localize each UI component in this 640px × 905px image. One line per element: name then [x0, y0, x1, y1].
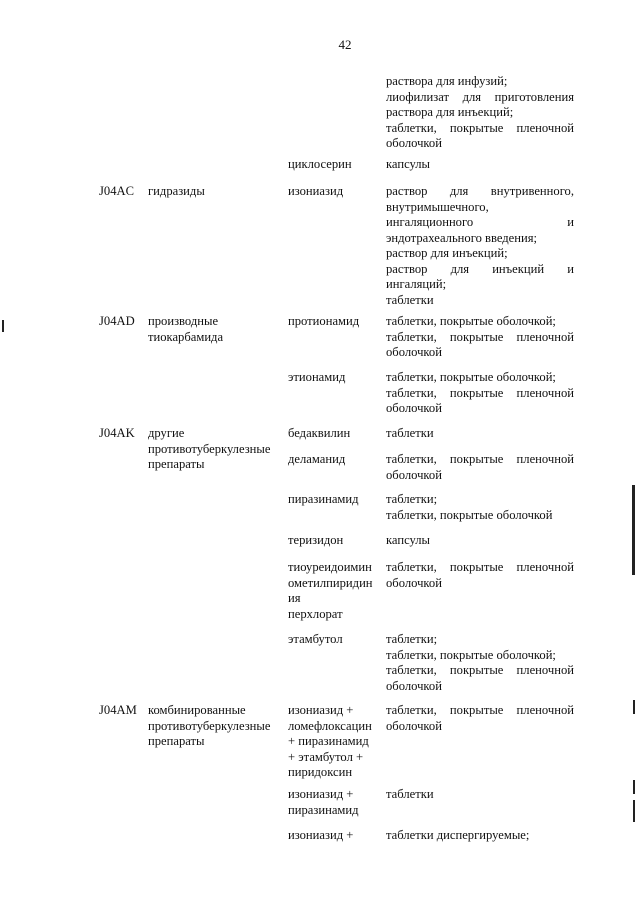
- dosage-forms: [386, 426, 574, 442]
- dosage-form-line: лиофилизат для приготовления: [386, 89, 574, 104]
- dosage-form-line: таблетки, покрытые пленочной: [386, 560, 574, 574]
- group-name: производные тиокарбамида: [148, 314, 224, 344]
- dosage-form-line: раствора для инъекций;: [386, 105, 514, 119]
- drug-name: тиоуреидоимин ометилпиридин ия перхлорат: [288, 560, 373, 621]
- drug-name: изониазид + ломефлоксацин + пиразинамид + этамбутол + пиридоксин: [288, 703, 372, 779]
- dosage-forms: [386, 703, 574, 734]
- dosage-form-line: таблетки: [386, 292, 434, 307]
- dosage-form-line: таблетки: [386, 426, 434, 440]
- dosage-form-line: таблетки;: [386, 632, 438, 646]
- group-name: комбинированные противотуберкулезные препараты: [148, 703, 271, 748]
- dosage-form-line: оболочкой: [386, 401, 442, 415]
- dosage-form-line: оболочкой: [386, 467, 442, 482]
- drug-name: протионамид: [288, 314, 360, 328]
- dosage-forms: [386, 157, 574, 173]
- dosage-form-line: раствор для инъекций;: [386, 246, 508, 260]
- drug-name: бедаквилин: [288, 426, 351, 440]
- dosage-forms: [386, 533, 574, 549]
- dosage-form-line: оболочкой: [386, 718, 442, 733]
- dosage-form-line: раствора для инфузий;: [386, 74, 508, 88]
- dosage-forms: [386, 492, 574, 523]
- dosage-forms: [386, 452, 574, 483]
- dosage-forms: [386, 74, 574, 152]
- dosage-form-line: таблетки, покрытые пленочной: [386, 120, 574, 135]
- drug-name: теризидон: [288, 533, 344, 547]
- drug-name: этамбутол: [288, 632, 343, 646]
- scan-mark-right-4: [633, 800, 635, 822]
- dosage-form-line: таблетки;: [386, 492, 438, 506]
- dosage-form-line: таблетки, покрытые пленочной: [386, 452, 574, 466]
- dosage-forms: [386, 560, 574, 591]
- atc-code: J04AC: [99, 184, 134, 198]
- dosage-forms: [386, 184, 574, 308]
- dosage-form-line: внутримышечного,: [386, 199, 489, 214]
- dosage-form-line: таблетки, покрытые оболочкой: [386, 507, 553, 522]
- drug-name: деламанид: [288, 452, 346, 466]
- dosage-form-line: таблетки диспергируемые;: [386, 828, 530, 842]
- dosage-form-line: ингаляционного и: [386, 215, 574, 229]
- dosage-forms: [386, 828, 574, 844]
- dosage-forms: [386, 632, 574, 694]
- drug-name: изониазид + пиразинамид: [288, 787, 359, 817]
- dosage-forms: [386, 314, 574, 361]
- dosage-form-line: капсулы: [386, 157, 431, 171]
- dosage-form-line: оболочкой: [386, 136, 442, 150]
- dosage-forms: [386, 787, 574, 803]
- dosage-form-line: капсулы: [386, 533, 431, 547]
- dosage-form-line: раствор для внутривенного,: [386, 184, 574, 198]
- dosage-forms: [386, 370, 574, 417]
- dosage-form-line: таблетки, покрытые оболочкой;: [386, 647, 556, 662]
- dosage-form-line: таблетки, покрытые пленочной: [386, 663, 574, 677]
- drug-name: изониазид: [288, 184, 344, 198]
- dosage-form-line: таблетки, покрытые оболочкой;: [386, 370, 556, 384]
- scan-mark-right-2: [633, 700, 635, 714]
- scan-mark-right-3: [633, 780, 635, 794]
- dosage-form-line: таблетки, покрытые оболочкой;: [386, 314, 556, 328]
- drug-name: этионамид: [288, 370, 346, 384]
- drug-name: циклосерин: [288, 157, 352, 171]
- dosage-form-line: оболочкой: [386, 575, 442, 590]
- dosage-form-line: таблетки, покрытые пленочной: [386, 329, 574, 344]
- drug-name: пиразинамид: [288, 492, 359, 506]
- atc-code: J04AK: [99, 426, 135, 440]
- drug-name: изониазид +: [288, 828, 354, 842]
- group-name: гидразиды: [148, 184, 205, 198]
- dosage-form-line: таблетки, покрытые пленочной: [386, 385, 574, 400]
- dosage-form-line: таблетки: [386, 787, 434, 801]
- group-name: другие противотуберкулезные препараты: [148, 426, 271, 471]
- atc-code: J04AM: [99, 703, 137, 717]
- dosage-form-line: раствор для инъекций и: [386, 261, 574, 276]
- dosage-form-line: оболочкой: [386, 345, 442, 359]
- dosage-form-line: оболочкой: [386, 678, 442, 693]
- page-number: 42: [338, 37, 352, 52]
- atc-code: J04AD: [99, 314, 135, 328]
- dosage-form-line: таблетки, покрытые пленочной: [386, 703, 574, 717]
- dosage-form-line: эндотрахеального введения;: [386, 230, 538, 245]
- dosage-form-line: ингаляций;: [386, 277, 447, 291]
- scan-mark-right-1: [632, 485, 635, 575]
- scan-mark-left: [2, 320, 4, 332]
